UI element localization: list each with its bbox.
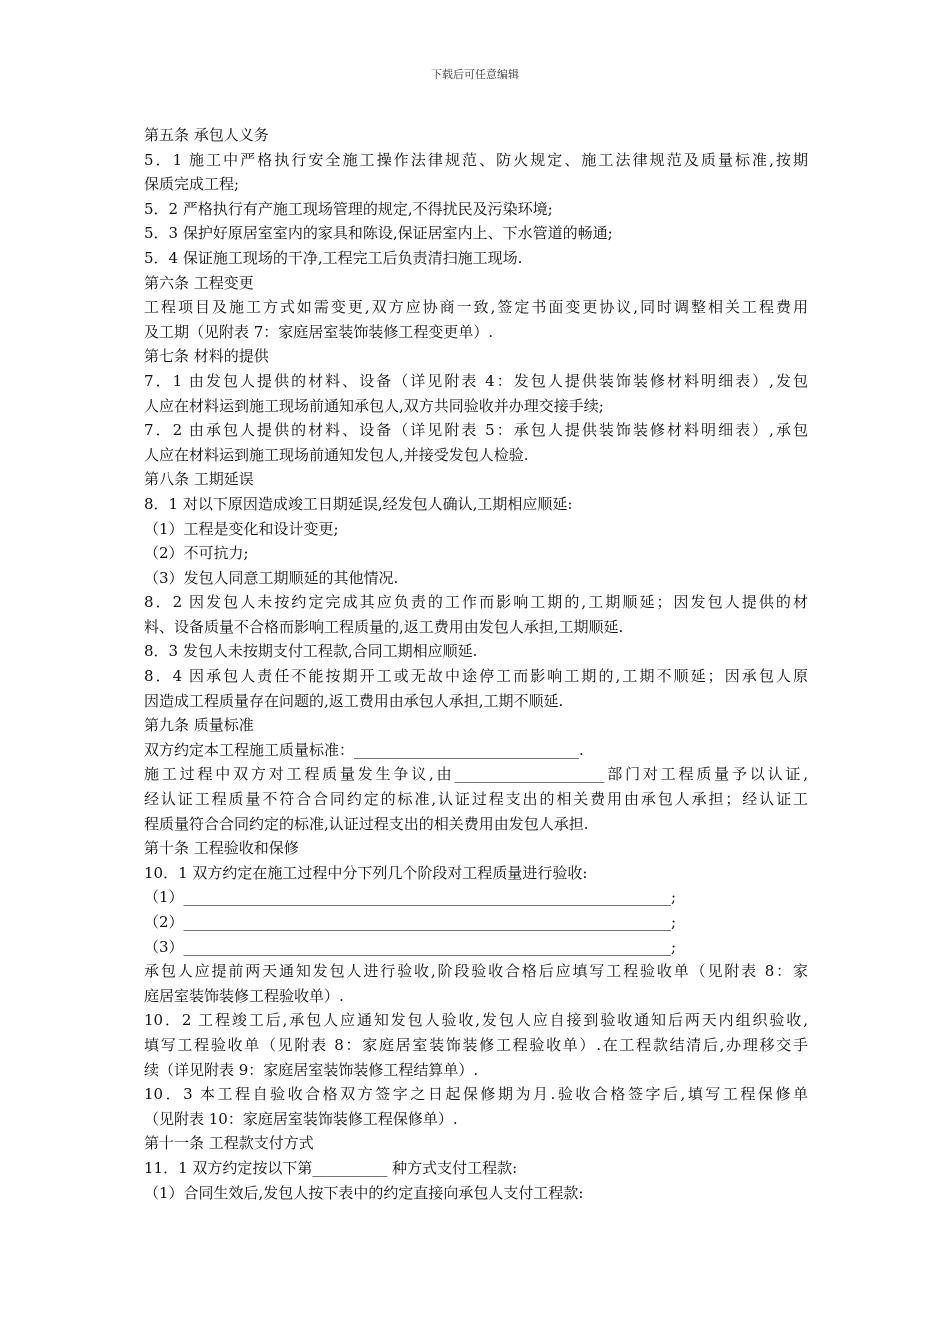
text-line: 承包人应提前两天通知发包人进行验收,阶段验收合格后应填写工程验收单（见附表 8：家 xyxy=(144,962,808,981)
text-line: 人应在材料运到施工现场前通知发包人,并接受发包人检验. xyxy=(144,445,529,464)
text-line: 10．2 工程竣工后,承包人应通知发包人验收,发包人应自接到验收通知后两天内组织验收, xyxy=(144,1011,808,1030)
text-line: 保质完成工程; xyxy=(144,175,240,194)
text-line: 8．1 对以下原因造成竣工日期延误,经发包人确认,工期相应顺延: xyxy=(144,494,573,513)
text-line: 第八条 工期延误 xyxy=(144,470,254,489)
document-body xyxy=(144,123,808,1205)
text-line: （3）_________________________________________________________________; xyxy=(144,937,677,956)
text-line: 经认证工程质量不符合合同约定的标准,认证过程支出的相关费用由承包人承担；经认证工 xyxy=(144,790,808,809)
page-header: 下载后可任意编辑 xyxy=(431,68,519,81)
text-line: 5．1 施工中严格执行安全施工操作法律规范、防火规定、施工法律规范及质量标准,按期 xyxy=(144,150,808,169)
text-line: 第七条 材料的提供 xyxy=(144,347,269,366)
text-line: （2）不可抗力; xyxy=(144,544,249,563)
text-line: 10．1 双方约定在施工过程中分下列几个阶段对工程质量进行验收: xyxy=(144,863,588,882)
text-line: 续（详见附表 9：家庭居室装饰装修工程结算单）. xyxy=(144,1060,479,1079)
text-line: （1）合同生效后,发包人按下表中的约定直接向承包人支付工程款: xyxy=(144,1183,584,1202)
text-line: 5．4 保证施工现场的干净,工程完工后负责清扫施工现场. xyxy=(144,248,523,267)
text-line: 程质量符合合同约定的标准,认证过程支出的相关费用由发包人承担. xyxy=(144,814,589,833)
text-line: 施工过程中双方对工程质量发生争议,由____________________部门对工程质量予以认证, xyxy=(144,765,808,784)
text-line: 料、设备质量不合格而影响工程质量的,返工费用由发包人承担,工期顺延. xyxy=(144,617,624,636)
text-line: 10．3 本工程自验收合格双方签字之日起保修期为月.验收合格签字后,填写工程保修单 xyxy=(144,1085,808,1104)
text-line: 8．3 发包人未按期支付工程款,合同工期相应顺延. xyxy=(144,642,478,661)
text-line: （2）_________________________________________________________________; xyxy=(144,913,677,931)
text-line: 因造成工程质量存在问题的,返工费用由承包人承担,工期不顺延. xyxy=(144,691,564,710)
text-line: 第六条 工程变更 xyxy=(144,273,254,292)
text-line: 11．1 双方约定按以下第__________ 种方式支付工程款: xyxy=(144,1158,518,1177)
text-line: 工程项目及施工方式如需变更,双方应协商一致,签定书面变更协议,同时调整相关工程费用 xyxy=(144,298,808,317)
text-line: 第十一条 工程款支付方式 xyxy=(144,1134,314,1153)
text-line: 7．1 由发包人提供的材料、设备（详见附表 4：发包人提供装饰装修材料明细表）,发包 xyxy=(144,371,808,390)
text-line: 第十条 工程验收和保修 xyxy=(144,839,299,858)
text-line: 7．2 由承包人提供的材料、设备（详见附表 5：承包人提供装饰装修材料明细表）,承包 xyxy=(144,421,808,440)
text-line: （3）发包人同意工期顺延的其他情况. xyxy=(144,568,399,587)
text-line: 人应在材料运到施工现场前通知承包人,双方共同验收并办理交接手续; xyxy=(144,396,604,415)
text-line: 8．2 因发包人未按约定完成其应负责的工作而影响工期的,工期顺延；因发包人提供的材 xyxy=(144,593,808,612)
text-line: （1）工程是变化和设计变更; xyxy=(144,519,339,538)
text-line: （1）_________________________________________________________________; xyxy=(144,888,677,907)
text-line: 双方约定本工程施工质量标准：______________________________. xyxy=(144,740,584,759)
text-line: 5．3 保护好原居室室内的家具和陈设,保证居室内上、下水管道的畅通; xyxy=(144,224,613,243)
text-line: 第九条 质量标准 xyxy=(144,716,254,735)
text-line: 第五条 承包人义务 xyxy=(144,126,269,144)
text-line: 庭居室装饰装修工程验收单）. xyxy=(144,986,344,1005)
text-line: （见附表 10：家庭居室装饰装修工程保修单）. xyxy=(144,1109,458,1128)
text-line: 填写工程验收单（见附表 8：家庭居室装饰装修工程验收单）.在工程款结清后,办理移交手 xyxy=(144,1035,808,1054)
text-line: 5．2 严格执行有产施工现场管理的规定,不得扰民及污染环境; xyxy=(144,199,553,218)
text-line: 8．4 因承包人责任不能按期开工或无故中途停工而影响工期的,工期不顺延；因承包人原 xyxy=(144,667,808,686)
text-line: 及工期（见附表 7：家庭居室装饰装修工程变更单）. xyxy=(144,322,494,341)
